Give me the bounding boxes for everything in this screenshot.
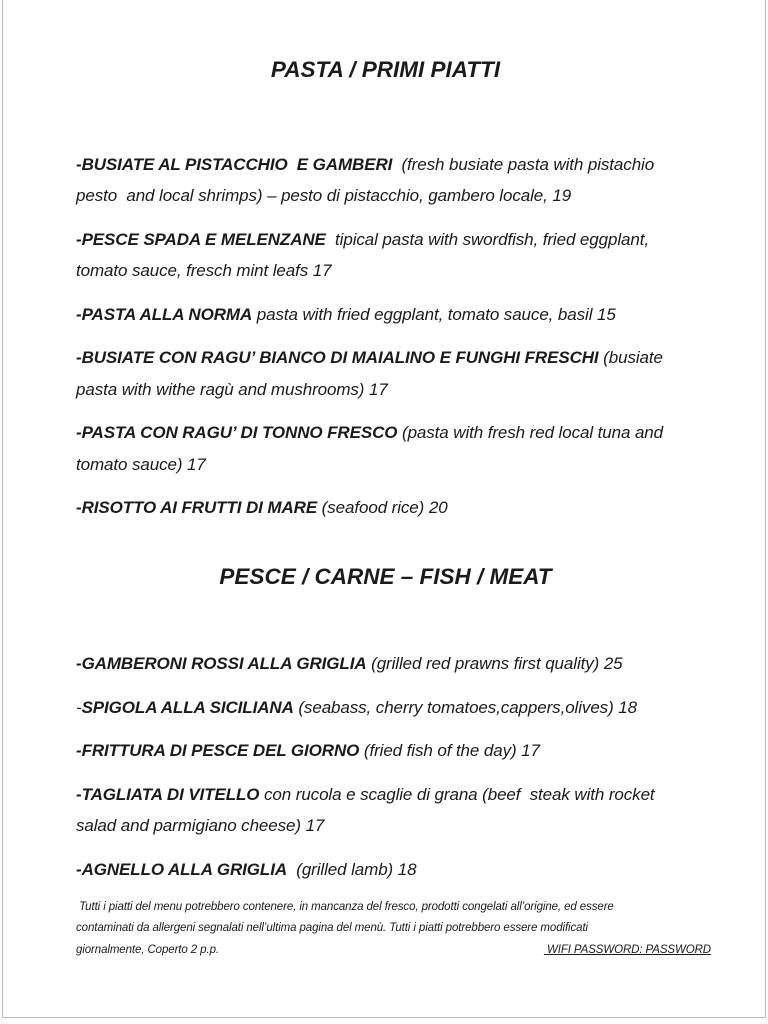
footer-line-1: Tutti i piatti del menu potrebbero contenere, in mancanza del fresco, prodotti congelati all’origine, ed essere: [76, 901, 614, 913]
section-title-pasta: PASTA / PRIMI PIATTI: [270, 57, 501, 82]
menu-item: [76, 492, 695, 523]
menu-item: [76, 299, 695, 330]
section-title-pesce-carne: PESCE / CARNE – FISH / MEAT: [219, 564, 552, 590]
item-name: GAMBERONI ROSSI ALLA GRIGLIA: [81, 654, 367, 674]
menu-item: [76, 854, 695, 885]
menu-section-pasta: [76, 56, 695, 523]
item-description: (grilled red prawns first quality) 25: [366, 654, 623, 674]
menu-item: [76, 224, 695, 287]
menu-item: [76, 417, 695, 480]
item-name: PESCE SPADA E MELENZANE: [81, 229, 326, 249]
item-name: BUSIATE CON RAGU’ BIANCO DI MAIALINO E FUNGHI FRESCHI: [81, 348, 599, 368]
item-name: PASTA ALLA NORMA: [81, 304, 253, 324]
menu-item: [76, 648, 695, 679]
item-dash-prefix: -: [76, 859, 82, 879]
footer-line-2: contaminati da allergeni segnalati nell’ultima pagina del menù. Tutti i piatti potrebbero essere modificati: [76, 922, 588, 935]
menu-items-pesce-carne: [76, 648, 695, 885]
item-dash-prefix: -: [76, 304, 82, 324]
item-dash-prefix: -: [76, 654, 82, 674]
menu-item: [76, 779, 695, 842]
item-name: PASTA CON RAGU’ DI TONNO FRESCO: [81, 423, 398, 443]
menu-item: [76, 342, 695, 405]
footer-line-3: [76, 940, 711, 961]
item-description: (seabass, cherry tomatoes,cappers,olives) 18: [293, 697, 637, 717]
item-dash-prefix: -: [76, 155, 82, 174]
item-description: con rucola e scaglie di grana (beef steak with rocket salad and parmigiano cheese) 17: [76, 784, 660, 836]
item-description: (grilled lamb) 18: [287, 859, 417, 879]
item-description: (busiate pasta with withe ragù and mushrooms) 17: [76, 348, 668, 399]
item-name: TAGLIATA DI VITELLO: [81, 784, 260, 804]
menu-item: [76, 149, 695, 212]
item-description: (seafood rice) 20: [317, 497, 448, 517]
footer-cover-charge: giornalmente, Coperto 2 p.p.: [76, 943, 219, 956]
item-dash-prefix: -: [76, 348, 82, 368]
item-description: pasta with fried eggplant, tomato sauce, basil 15: [252, 304, 616, 324]
menu-item: [76, 692, 695, 723]
item-dash-prefix: -: [76, 741, 82, 761]
item-name: BUSIATE AL PISTACCHIO E GAMBERI: [81, 155, 393, 174]
menu-section-pesce-carne: [76, 563, 695, 885]
item-dash-prefix: -: [76, 229, 82, 249]
item-description: (fresh busiate pasta with pistachio pesto and local shrimps) – pesto di pistacchio, gambero locale, 19: [76, 155, 659, 206]
item-dash-prefix: -: [76, 697, 82, 717]
menu-item: [76, 735, 695, 766]
footer-disclaimer: [76, 897, 711, 961]
item-description: (pasta with fresh red local tuna and tomato sauce) 17: [76, 423, 668, 474]
menu-page: [2, 0, 766, 1018]
item-description: (fried fish of the day) 17: [359, 741, 540, 761]
menu-items-pasta: [76, 149, 695, 523]
item-dash-prefix: -: [76, 497, 82, 517]
item-dash-prefix: -: [76, 423, 82, 443]
item-name: SPIGOLA ALLA SICILIANA: [81, 697, 294, 717]
item-dash-prefix: -: [76, 784, 82, 804]
item-name: FRITTURA DI PESCE DEL GIORNO: [81, 741, 360, 761]
item-description: tipical pasta with swordfish, fried eggplant, tomato sauce, fresch mint leafs 17: [76, 229, 654, 281]
wifi-password-label: WIFI PASSWORD: PASSWORD: [543, 943, 711, 956]
item-name: RISOTTO AI FRUTTI DI MARE: [81, 497, 318, 517]
item-name: AGNELLO ALLA GRIGLIA: [81, 859, 288, 879]
